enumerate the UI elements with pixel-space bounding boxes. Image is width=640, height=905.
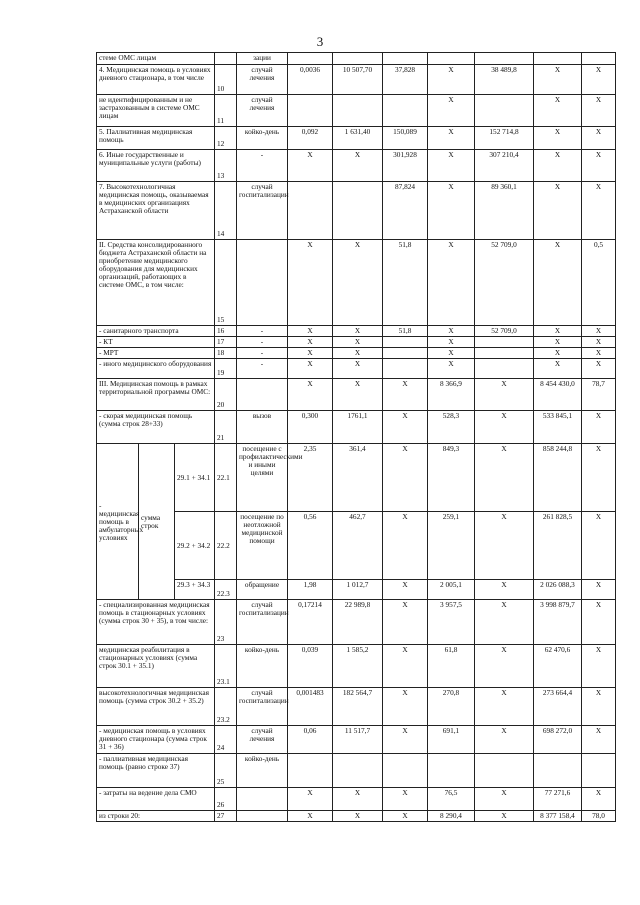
table-row: [97, 512, 616, 580]
table-row: [97, 359, 616, 379]
row-c3: 301,928: [383, 150, 428, 182]
row-c7: X: [582, 95, 616, 127]
row-unit: случай госпитализации: [237, 182, 288, 240]
row-code: 16: [215, 326, 237, 337]
row-code: 25: [215, 754, 237, 788]
table-row: [97, 326, 616, 337]
row-c5: [475, 754, 534, 788]
row-unit: [237, 811, 288, 822]
row-c6: X: [534, 348, 582, 359]
row-c4: [428, 53, 475, 65]
row-name: III. Медицинская помощь в рамках территориальной программы ОМС:: [97, 379, 215, 411]
row-c1: 0,17214: [288, 600, 333, 645]
row-name: не идентифицированным и не застрахованным в системе ОМС лицам: [97, 95, 215, 127]
row-name: - паллиативная медицинская помощь (равно строке 37): [97, 754, 215, 788]
row-c5: X: [475, 645, 534, 688]
row-unit: [237, 240, 288, 326]
row-code: 19: [215, 359, 237, 379]
row-unit: случай госпитализации: [237, 688, 288, 726]
row-c1: 0,56: [288, 512, 333, 580]
row-c5: 89 360,1: [475, 182, 534, 240]
row-c6: X: [534, 127, 582, 150]
row-code: 14: [215, 182, 237, 240]
row-c3: 37,828: [383, 65, 428, 95]
row-c1: X: [288, 788, 333, 811]
row-c7: X: [582, 326, 616, 337]
row-unit: койко-день: [237, 645, 288, 688]
row-c1: X: [288, 811, 333, 822]
row-lines: 29.3 + 34.3: [175, 580, 215, 600]
row-name: - специализированная медицинская помощь в стационарных условиях (сумма строк 30 + 35), в том числе:: [97, 600, 215, 645]
row-c4: 61,8: [428, 645, 475, 688]
row-lines: 29.1 + 34.1: [175, 444, 215, 512]
row-c1: 0,300: [288, 411, 333, 444]
row-unit: -: [237, 337, 288, 348]
row-c5: X: [475, 444, 534, 512]
row-name: - скорая медицинская помощь (сумма строк 28+33): [97, 411, 215, 444]
row-code: 21: [215, 411, 237, 444]
table-body-bottom: [97, 600, 616, 822]
row-unit: случай госпитализации: [237, 600, 288, 645]
row-c5: 307 210,4: [475, 150, 534, 182]
row-code: 18: [215, 348, 237, 359]
row-c7: X: [582, 788, 616, 811]
row-c1: X: [288, 240, 333, 326]
row-name: из строки 20:: [97, 811, 215, 822]
financing-table: [96, 52, 616, 822]
row-c7: X: [582, 182, 616, 240]
row-c4: 270,8: [428, 688, 475, 726]
row-name: - иного медицинского оборудования: [97, 359, 215, 379]
row-c2: [333, 754, 383, 788]
table-row: [97, 240, 616, 326]
row-c2: X: [333, 359, 383, 379]
row-code: 11: [215, 95, 237, 127]
row-name: - КТ: [97, 337, 215, 348]
row-c4: X: [428, 182, 475, 240]
row-c4: X: [428, 150, 475, 182]
row-c6: 62 470,6: [534, 645, 582, 688]
row-c4: 2 005,1: [428, 580, 475, 600]
row-c5: X: [475, 600, 534, 645]
row-c5: X: [475, 379, 534, 411]
row-code: 15: [215, 240, 237, 326]
row-name: - МРТ: [97, 348, 215, 359]
row-code: 23: [215, 600, 237, 645]
row-c2: X: [333, 326, 383, 337]
table-row: [97, 726, 616, 754]
row-c6: X: [534, 326, 582, 337]
row-c7: X: [582, 645, 616, 688]
row-c6: 3 998 879,7: [534, 600, 582, 645]
row-c5: X: [475, 788, 534, 811]
row-code: 27: [215, 811, 237, 822]
table-row: [97, 127, 616, 150]
row-c4: [428, 754, 475, 788]
row-unit: случай лечения: [237, 95, 288, 127]
row-name: высокотехнологичная медицинская помощь (сумма строк 30.2 + 35.2): [97, 688, 215, 726]
row-c4: X: [428, 240, 475, 326]
row-c6: 2 026 088,3: [534, 580, 582, 600]
row-c2: X: [333, 348, 383, 359]
row-name: 6. Иные государственные и муниципальные услуги (работы): [97, 150, 215, 182]
row-c4: 528,3: [428, 411, 475, 444]
row-c6: X: [534, 65, 582, 95]
row-c3: [383, 337, 428, 348]
row-name: медицинская реабилитация в стационарных условиях (сумма строк 30.1 + 35.1): [97, 645, 215, 688]
row-c6: X: [534, 240, 582, 326]
row-c3: X: [383, 788, 428, 811]
row-c4: 3 957,5: [428, 600, 475, 645]
row-c1: 1,98: [288, 580, 333, 600]
row-c3: [383, 359, 428, 379]
row-c6: 533 845,1: [534, 411, 582, 444]
row-c5: [475, 95, 534, 127]
table-row: [97, 580, 616, 600]
row-c1: X: [288, 348, 333, 359]
row-c2: 361,4: [333, 444, 383, 512]
row-code: 22.3: [215, 580, 237, 600]
row-c1: 0,001483: [288, 688, 333, 726]
row-code: 23.1: [215, 645, 237, 688]
row-c5: 152 714,8: [475, 127, 534, 150]
row-c5: 52 709,0: [475, 240, 534, 326]
row-unit: посещение по неотложной медицинской помощи: [237, 512, 288, 580]
row-c6: [534, 53, 582, 65]
row-unit: -: [237, 326, 288, 337]
row-c3: X: [383, 411, 428, 444]
row-c3: 51,8: [383, 240, 428, 326]
row-c2: 1 631,40: [333, 127, 383, 150]
row-c7: [582, 53, 616, 65]
row-name: II. Средства консолидированного бюджета Астраханской области на приобретение медицинского оборудования для медицинских организаций, работающих в системе ОМС, в том числе:: [97, 240, 215, 326]
row-c5: X: [475, 580, 534, 600]
row-c1: [288, 95, 333, 127]
row-c1: [288, 182, 333, 240]
row-c6: X: [534, 182, 582, 240]
row-c1: 0,039: [288, 645, 333, 688]
row-unit: койко-день: [237, 754, 288, 788]
amb-group-label: - медицинская помощь в амбулаторных условиях: [97, 444, 139, 600]
table-row: [97, 182, 616, 240]
row-c4: X: [428, 127, 475, 150]
table-row: [97, 688, 616, 726]
table-row: [97, 788, 616, 811]
row-c7: 78,7: [582, 379, 616, 411]
row-c4: 8 366,9: [428, 379, 475, 411]
row-code: 24: [215, 726, 237, 754]
table-row: [97, 811, 616, 822]
row-lines: 29.2 + 34.2: [175, 512, 215, 580]
row-name: 5. Паллиативная медицинская помощь: [97, 127, 215, 150]
row-c7: 78,0: [582, 811, 616, 822]
row-unit: [237, 788, 288, 811]
row-c6: [534, 754, 582, 788]
row-c2: 462,7: [333, 512, 383, 580]
row-c3: 150,089: [383, 127, 428, 150]
row-code: 10: [215, 65, 237, 95]
row-unit: -: [237, 150, 288, 182]
row-c5: [475, 337, 534, 348]
row-c2: 22 989,8: [333, 600, 383, 645]
row-c3: [383, 348, 428, 359]
row-c3: X: [383, 811, 428, 822]
row-c5: 52 709,0: [475, 326, 534, 337]
row-c7: X: [582, 337, 616, 348]
row-c1: 0,0036: [288, 65, 333, 95]
row-c2: X: [333, 811, 383, 822]
row-unit: обращение: [237, 580, 288, 600]
row-name: - медицинская помощь в условиях дневного стационара (сумма строк 31 + 36): [97, 726, 215, 754]
row-c7: X: [582, 600, 616, 645]
row-c7: [582, 754, 616, 788]
row-c2: X: [333, 379, 383, 411]
row-c5: [475, 359, 534, 379]
row-unit: посещение с профилактическими и иными целями: [237, 444, 288, 512]
row-c2: [333, 182, 383, 240]
row-code: 20: [215, 379, 237, 411]
row-c7: X: [582, 512, 616, 580]
row-c1: 0,092: [288, 127, 333, 150]
row-c5: [475, 348, 534, 359]
row-c4: 849,3: [428, 444, 475, 512]
row-c7: X: [582, 726, 616, 754]
row-c7: X: [582, 65, 616, 95]
row-unit: [237, 379, 288, 411]
row-c6: 8 377 158,4: [534, 811, 582, 822]
row-c2: 1 012,7: [333, 580, 383, 600]
row-c7: X: [582, 688, 616, 726]
row-c4: 691,1: [428, 726, 475, 754]
amb-sum-label: сумма строк: [139, 444, 175, 600]
row-c1: X: [288, 379, 333, 411]
row-unit: -: [237, 348, 288, 359]
row-code: 13: [215, 150, 237, 182]
row-c3: X: [383, 580, 428, 600]
row-c4: 8 290,4: [428, 811, 475, 822]
row-c3: X: [383, 444, 428, 512]
table-row: [97, 444, 616, 512]
row-c3: X: [383, 600, 428, 645]
row-c2: 1761,1: [333, 411, 383, 444]
row-c7: X: [582, 359, 616, 379]
row-code: [215, 53, 237, 65]
row-c3: X: [383, 512, 428, 580]
row-c2: 182 564,7: [333, 688, 383, 726]
table-row: [97, 337, 616, 348]
table-row: [97, 65, 616, 95]
row-code: 12: [215, 127, 237, 150]
row-c4: X: [428, 326, 475, 337]
row-c3: [383, 95, 428, 127]
table-row: [97, 754, 616, 788]
row-c7: X: [582, 580, 616, 600]
row-c3: X: [383, 726, 428, 754]
row-name: - санитарного транспорта: [97, 326, 215, 337]
table-row: [97, 379, 616, 411]
row-c2: 11 517,7: [333, 726, 383, 754]
row-c4: X: [428, 65, 475, 95]
row-c7: X: [582, 127, 616, 150]
row-c6: X: [534, 150, 582, 182]
row-c2: [333, 53, 383, 65]
row-c7: 0,5: [582, 240, 616, 326]
row-c6: 273 664,4: [534, 688, 582, 726]
row-unit: -: [237, 359, 288, 379]
row-code: 22.2: [215, 512, 237, 580]
table-row: [97, 150, 616, 182]
row-code: 23.2: [215, 688, 237, 726]
row-c1: X: [288, 359, 333, 379]
row-c7: X: [582, 348, 616, 359]
table-row: [97, 95, 616, 127]
row-name: 7. Высокотехнологичная медицинская помощь, оказываемая в медицинских организациях Астраханской области: [97, 182, 215, 240]
row-code: 17: [215, 337, 237, 348]
row-c2: X: [333, 150, 383, 182]
row-c3: X: [383, 379, 428, 411]
row-c6: 8 454 430,0: [534, 379, 582, 411]
row-unit: койко-день: [237, 127, 288, 150]
row-c5: X: [475, 726, 534, 754]
row-c1: [288, 754, 333, 788]
row-c4: X: [428, 95, 475, 127]
table-body-ambulatory: [97, 444, 616, 600]
row-c6: 261 828,5: [534, 512, 582, 580]
row-c5: X: [475, 512, 534, 580]
row-c5: X: [475, 811, 534, 822]
row-c1: X: [288, 326, 333, 337]
row-unit: случай лечения: [237, 726, 288, 754]
row-c6: X: [534, 359, 582, 379]
row-c3: 51,8: [383, 326, 428, 337]
row-unit: случай лечения: [237, 65, 288, 95]
row-c6: 77 271,6: [534, 788, 582, 811]
row-c5: [475, 53, 534, 65]
row-c7: X: [582, 411, 616, 444]
row-c6: X: [534, 337, 582, 348]
row-unit: зации: [237, 53, 288, 65]
row-code: 22.1: [215, 444, 237, 512]
row-c1: X: [288, 337, 333, 348]
row-c3: [383, 53, 428, 65]
row-c4: X: [428, 348, 475, 359]
row-c3: X: [383, 645, 428, 688]
table-row: [97, 53, 616, 65]
row-c6: 858 244,8: [534, 444, 582, 512]
row-name: 4. Медицинская помощь в условиях дневного стационара, в том числе: [97, 65, 215, 95]
page-number: 3: [316, 34, 324, 49]
row-name: - затраты на ведение дела СМО: [97, 788, 215, 811]
row-c2: X: [333, 240, 383, 326]
row-c3: 87,824: [383, 182, 428, 240]
row-c7: X: [582, 444, 616, 512]
row-c4: X: [428, 359, 475, 379]
row-c3: X: [383, 688, 428, 726]
row-c6: X: [534, 95, 582, 127]
table-row: [97, 645, 616, 688]
row-c5: X: [475, 688, 534, 726]
row-c6: 698 272,0: [534, 726, 582, 754]
row-c3: [383, 754, 428, 788]
row-name: стеме ОМС лицам: [97, 53, 215, 65]
table-row: [97, 348, 616, 359]
row-c4: X: [428, 337, 475, 348]
table-row: [97, 411, 616, 444]
row-c1: [288, 53, 333, 65]
row-c1: 0,06: [288, 726, 333, 754]
row-c5: X: [475, 411, 534, 444]
row-c2: [333, 95, 383, 127]
row-c1: 2,35: [288, 444, 333, 512]
row-c5: 38 489,8: [475, 65, 534, 95]
row-c2: X: [333, 337, 383, 348]
row-c7: X: [582, 150, 616, 182]
table-body-top: [97, 53, 616, 444]
row-c1: X: [288, 150, 333, 182]
row-unit: вызов: [237, 411, 288, 444]
row-c4: 259,1: [428, 512, 475, 580]
table-row: [97, 600, 616, 645]
row-c4: 76,5: [428, 788, 475, 811]
row-code: 26: [215, 788, 237, 811]
row-c2: 1 585,2: [333, 645, 383, 688]
row-c2: X: [333, 788, 383, 811]
row-c2: 10 507,70: [333, 65, 383, 95]
